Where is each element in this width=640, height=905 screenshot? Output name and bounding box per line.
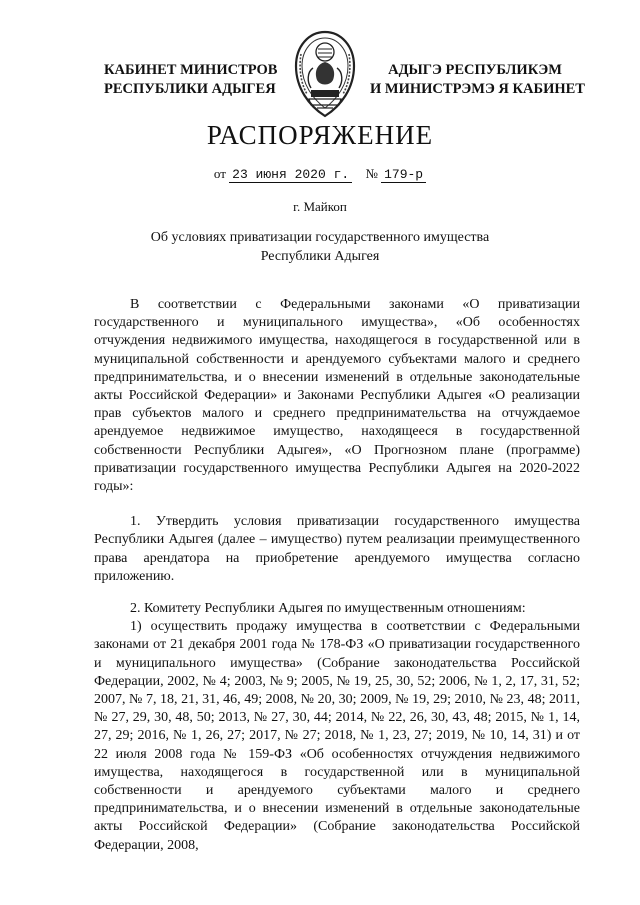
document-title: РАСПОРЯЖЕНИЕ [206,120,434,150]
date-prefix: от [213,166,226,181]
issuer-line-1-adyghe: АДЫГЭ РЕСПУБЛИКЭМ [388,62,562,78]
clause-1-paragraph: 1. Утвердить условия приватизации государственного имущества Республики Адыгея (далее – имущество) путем реализации преимущественного права арендатора на приобретение арендуемого имущества согласно приложению. [94,514,580,584]
issuer-line-2: РЕСПУБЛИКИ АДЫГЕЯ [104,81,276,97]
document-number: 179-р [381,167,426,183]
document-subject [120,228,520,266]
number-sign: № [365,166,378,181]
preamble-paragraph: В соответствии с Федеральными законами «О приватизации государственного и муниципального имущества», «Об особенностях отчуждения недвижимого имущества, находящегося в государственной или в муниципальной собственности и арендуемого субъектами малого и среднего предпринимательства, и о внесении изменений в отдельные законодательные акты Российской Федерации» и Законами Республики Адыгея «О реализации прав субъектов малого и среднего предпринимательства на отчуждаемое арендуемое недвижимое имущество, находящееся в государственной собственности Республики Адыгея», «О Прогнозном плане (программе) приватизации государственного имущества Республики Адыгея на 2020-2022 годы»: [94,297,580,495]
issuer-line-2-adyghe: И МИНИСТРЭМЭ Я КАБИНЕТ [370,81,585,97]
issuer-name-russian [104,61,278,99]
document-body [94,296,580,855]
clause-2-1-paragraph: 1) осуществить продажу имущества в соответствии с Федеральными законами от 21 декабря 2001 года № 178-ФЗ «О приватизации государственного и муниципального имущества» (Собрание законодательства Российской Федерации, 2002, № 4; 2003, № 9; 2005, № 19, 25, 30, 52; 2006, № 1, 2, 17, 31, 52; 2007, № 7, 18, 21, 31, 46, 49; 2008, № 20, 30; 2009, № 19, 29; 2010, № 23, 48; 2011, № 27, 29, 30, 48, 50; 2013, № 27, 30, 44; 2014, № 22, 26, 30, 43, 48; 2015, № 1, 14, 27, 29; 2016, № 1, 26, 27; 2017, № 27; 2018, № 1, 23, 27; 2019, № 10, 14, 31) и от 22 июля 2008 года № 159-ФЗ «Об особенностях отчуждения недвижимого имущества, находящегося в государственной или в муниципальной собственности и арендуемого субъектами малого и среднего предпринимательства, и о внесении изменений в отдельные законодательные акты Российской Федерации» (Собрание законодательства Российской Федерации, 2008, [94,619,580,853]
issuer-line-1: КАБИНЕТ МИНИСТРОВ [104,62,278,78]
clause-2-paragraph: 2. Комитету Республики Адыгея по имущественным отношениям: [130,601,526,617]
coat-of-arms-icon [287,26,363,122]
issuer-name-adyghe [370,61,585,99]
subject-line-2: Республики Адыгея [260,249,380,264]
subject-line-1: Об условиях приватизации государственного имущества [150,230,490,245]
document-date: 23 июня 2020 г. [229,167,352,183]
document-city: г. Майкоп [293,199,347,214]
document-date-number [0,166,640,182]
